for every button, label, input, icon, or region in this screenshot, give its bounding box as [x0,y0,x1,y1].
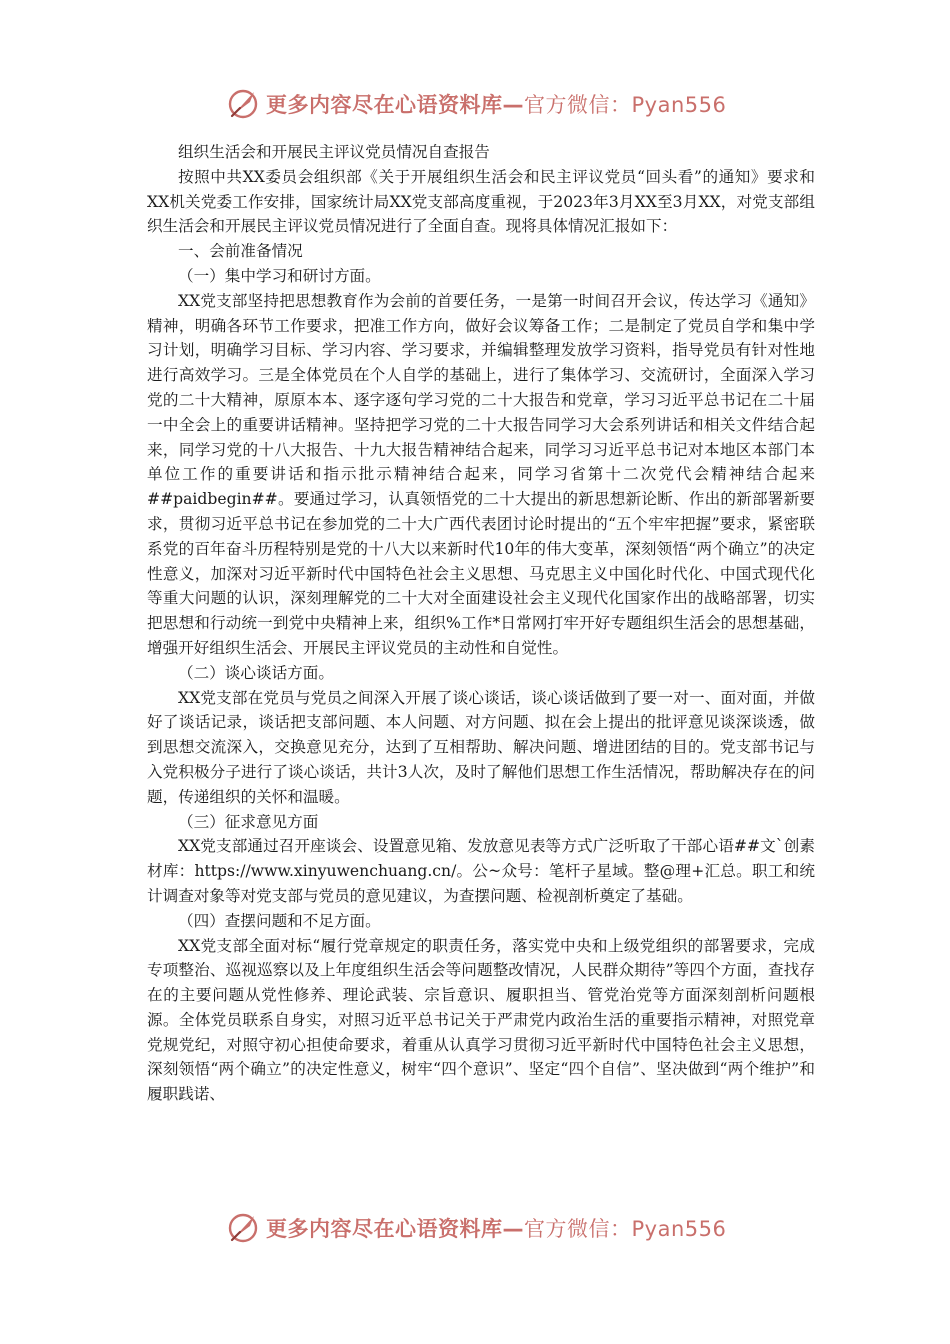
banner-text: 更多内容尽在心语资料库—官方微信：Pyan556 [266,1217,727,1241]
subsection-heading: （四）查摆问题和不足方面。 [178,911,381,930]
quill-logo-icon [226,86,262,122]
paragraph: XX党支部坚持把思想教育作为会前的首要任务，一是第一时间召开会议，传达学习《通知》精神，明确各环节工作要求，把准工作方向，做好会议筹备工作；二是制定了党员自学和集中学习计划，明确学习目标、学习内容、学习要求，并编辑整理发放学习资料，指导党员有针对性地进行高效学习。三是全体党员在个人自学的基础上，进行了集体学习、交流研讨，全面深入学习党的二十大精神，原原本本、逐字逐句学习党的二十大报告和党章，学习习近平总书记在二十届一中全会上的重要讲话精神。坚持把学习党的二十大报告同学习大会系列讲话和相关文件结合起来，同学习党的十八大报告、十九大报告精神结合起来，同学习习近平总书记对本地区本部门本单位工作的重要讲话和指示批示精神结合起来，同学习省第十二次党代会精神结合起来##paidbegin##。要通过学习，认真领悟党的二十大提出的新思想新论断、作出的新部署新要求，贯彻习近平总书记在参加党的二十大广西代表团讨论时提出的“五个牢牢把握”要求，紧密联系党的百年奋斗历程特别是党的十八大以来新时代10年的伟大变革，深刻领悟“两个确立”的决定性意义，加深对习近平新时代中国特色社会主义思想、马克思主义中国化时代化、中国式现代化等重大问题的认识，深刻理解党的二十大对全面建设社会主义现代化国家作出的战略部署，切实把思想和行动统一到党中央精神上来，组织%工作*日常网打牢开好专题组织生活会的思想基础，增强开好组织生活会、开展民主评议党员的主动性和自觉性。 [147,291,815,657]
header-watermark-banner [226,82,746,126]
paragraph: XX党支部在党员与党员之间深入开展了谈心谈话，谈心谈话做到了要一对一、面对面，并做好了谈话记录，谈话把支部问题、本人问题、对方问题、拟在会上提出的批评意见谈深谈透，做到思想交流深入，交换意见充分，达到了互相帮助、解决问题、增进团结的目的。党支部书记与入党积极分子进行了谈心谈话，共计3人次，及时了解他们思想工作生活情况，帮助解决存在的问题，传递组织的关怀和温暖。 [147,688,815,806]
quill-logo-icon [226,1210,262,1246]
paragraph: XX党支部通过召开座谈会、设置意见箱、发放意见表等方式广泛听取了干部心语##文`创素材库：https://www.xinyuwenchuang.cn/。公~众号：笔杆子星域。整@理+汇总。职工和统计调查对象等对党支部与党员的意见建议，为查摆问题、检视剖析奠定了基础。 [147,837,815,905]
document-body [147,140,815,1107]
paragraph: 按照中共XX委员会组织部《关于开展组织生活会和民主评议党员“回头看”的通知》要求和XX机关党委工作安排，国家统计局XX党支部高度重视，于2023年3月XX至3月XX，对党支部组织生活会和开展民主评议党员情况进行了全面自查。现将具体情况汇报如下： [147,167,815,236]
footer-watermark-banner [226,1206,746,1250]
subsection-heading: （一）集中学习和研讨方面。 [178,266,381,285]
subsection-heading: （三）征求意见方面 [178,812,319,831]
banner-text: 更多内容尽在心语资料库—官方微信：Pyan556 [266,93,727,117]
subsection-heading: （二）谈心谈话方面。 [178,663,334,682]
section-heading: 一、会前准备情况 [178,242,303,261]
document-title: 组织生活会和开展民主评议党员情况自查报告 [178,143,490,161]
paragraph: XX党支部全面对标“履行党章规定的职责任务，落实党中央和上级党组织的部署要求，完成专项整治、巡视巡察以及上年度组织生活会等问题整改情况，人民群众期待”等四个方面，查找存在的主要问题从党性修养、理论武装、宗旨意识、履职担当、管党治党等方面深刻剖析问题根源。全体党员联系自身实，对照习近平总书记关于严肃党内政治生活的重要指示精神，对照党章党规党纪，对照守初心担使命要求，着重从认真学习贯彻习近平新时代中国特色社会主义思想，深刻领悟“两个确立”的决定性意义，树牢“四个意识”、坚定“四个自信”、坚决做到“两个维护”和履职践诺、 [147,936,815,1104]
